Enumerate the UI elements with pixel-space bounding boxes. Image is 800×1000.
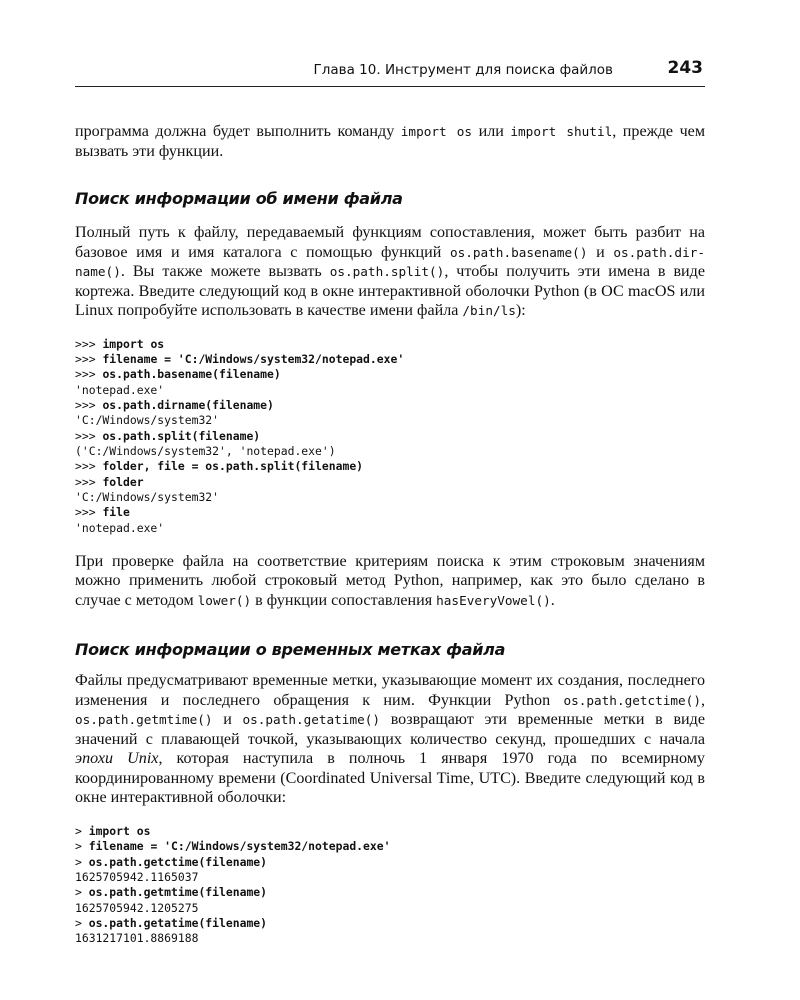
inline-code: hasEveryVowel()	[436, 592, 551, 608]
code-block-timestamps	[75, 824, 705, 947]
code-input-text: os.path.getatime(filename)	[88, 916, 268, 931]
code-prompt: >	[75, 854, 89, 869]
code-input-line	[75, 885, 267, 899]
code-output-line: 'C:/Windows/system32'	[75, 489, 220, 504]
code-input-text: import os	[88, 823, 151, 838]
code-prompt: >>>	[75, 459, 103, 474]
inline-code: import shutil	[510, 124, 613, 139]
code-prompt: >>>	[75, 428, 103, 443]
code-output-line: 1625705942.1205275	[75, 900, 199, 915]
inline-code: lower()	[197, 592, 252, 608]
code-block-filename	[75, 337, 705, 536]
chapter-title: Глава 10. Инструмент для поиска файлов	[313, 62, 613, 78]
inline-code: os.path.getctime()	[563, 692, 701, 708]
inline-code: os.path.split()	[329, 264, 445, 279]
code-prompt: >>>	[75, 474, 103, 489]
code-prompt: >	[75, 916, 89, 931]
code-prompt: >>>	[75, 397, 103, 412]
code-input-text: os.path.split(filename)	[102, 428, 261, 443]
page-content	[75, 122, 705, 947]
paragraph-filename: Полный путь к файлу, передаваемый функциям сопоставления, может быть разбит на базовое имя и имя каталога с помощью функций os.path.basename() и os.path.dir-name(). Вы также можете вызвать os.path.split(), чтобы получить эти имена в виде кортежа. Введите следующий код в окне интерактивной оболочки Python (в ОС macOS или Linux попробуйте использовать в качестве имени файла /bin/ls):	[75, 224, 706, 319]
code-prompt: >>>	[75, 505, 103, 520]
code-output-line: 'C:/Windows/system32'	[75, 413, 220, 428]
code-input-text: folder, file = os.path.split(filename)	[102, 459, 364, 474]
code-prompt: >>>	[75, 351, 103, 366]
paragraph-timestamps: Файлы предусматривают временные метки, указывающие момент их создания, последнего изменения и последнего обращения к ним. Функции Python os.path.getctime(), os.path.getmtime() и os.path.getatime() возвращают эти временные метки в виде значений с плавающей точкой, указывающих количество секунд, прошедших с начала эпохи Unix, которая наступила в полночь 1 января 1970 года по всемирному координированному времени (Coordinated Universal Time, UTC). Введите следующий код в окне интерактивной оболочки:	[75, 672, 705, 807]
code-input-line	[75, 429, 260, 443]
code-input-line	[75, 916, 267, 930]
inline-code: /bin/ls	[462, 303, 516, 318]
code-prompt: >>>	[75, 367, 103, 382]
section-heading-timestamps: Поиск информации о временных метках файла	[75, 640, 506, 660]
code-input-line	[75, 855, 267, 869]
code-input-text: os.path.dirname(filename)	[102, 397, 274, 412]
code-input-line	[75, 398, 274, 412]
running-header	[75, 56, 705, 87]
paragraph-intro: программа должна будет выполнить команду import os или import shutil, прежде чем вызвать эти функции.	[75, 123, 706, 160]
code-input-text: import os	[102, 336, 165, 351]
paragraph-string-methods: При проверке файла на соответствие критериям поиска к этим строковым значениям можно применить любой строковый метод Python, например, как это было сделано в случае с методом lower() в функции сопоставления hasEveryVowel().	[75, 552, 705, 609]
code-input-text: os.path.getctime(filename)	[88, 854, 268, 869]
code-prompt: >	[75, 885, 89, 900]
code-input-text: os.path.getmtime(filename)	[88, 885, 268, 900]
code-input-text: filename = 'C:/Windows/system32/notepad.exe'	[102, 351, 405, 366]
code-output-line: 1625705942.1165037	[75, 870, 199, 884]
code-input-line	[75, 824, 150, 838]
inline-code: os.path.basename()	[449, 244, 588, 260]
code-input-text: filename = 'C:/Windows/system32/notepad.exe'	[88, 839, 391, 854]
code-input-line	[75, 505, 130, 519]
code-input-line	[75, 337, 164, 351]
code-output-line: 'notepad.exe'	[75, 520, 165, 535]
inline-code: os.path.dir-name()	[75, 244, 705, 279]
code-input-line	[75, 367, 281, 381]
code-input-text: file	[102, 505, 130, 520]
section-heading-filename: Поиск информации об имени файла	[75, 189, 403, 208]
code-output-line: 1631217101.8869188	[75, 931, 199, 946]
code-output-line: 'notepad.exe'	[75, 382, 165, 397]
code-input-line	[75, 475, 144, 489]
code-input-line	[75, 352, 404, 366]
code-prompt: >>>	[75, 336, 103, 351]
code-prompt: >	[75, 823, 89, 838]
code-input-line	[75, 839, 390, 853]
page-number: 243	[667, 58, 703, 78]
code-input-text: folder	[102, 474, 144, 489]
code-prompt: >	[75, 839, 89, 854]
italic-term: эпохи Unix	[75, 750, 159, 768]
inline-code: os.path.getmtime()	[75, 712, 213, 728]
code-input-line	[75, 459, 363, 473]
code-output-line: ('C:/Windows/system32', 'notepad.exe')	[75, 443, 336, 458]
inline-code: os.path.getatime()	[242, 712, 380, 728]
inline-code: import os	[400, 124, 473, 139]
code-input-text: os.path.basename(filename)	[102, 367, 281, 382]
